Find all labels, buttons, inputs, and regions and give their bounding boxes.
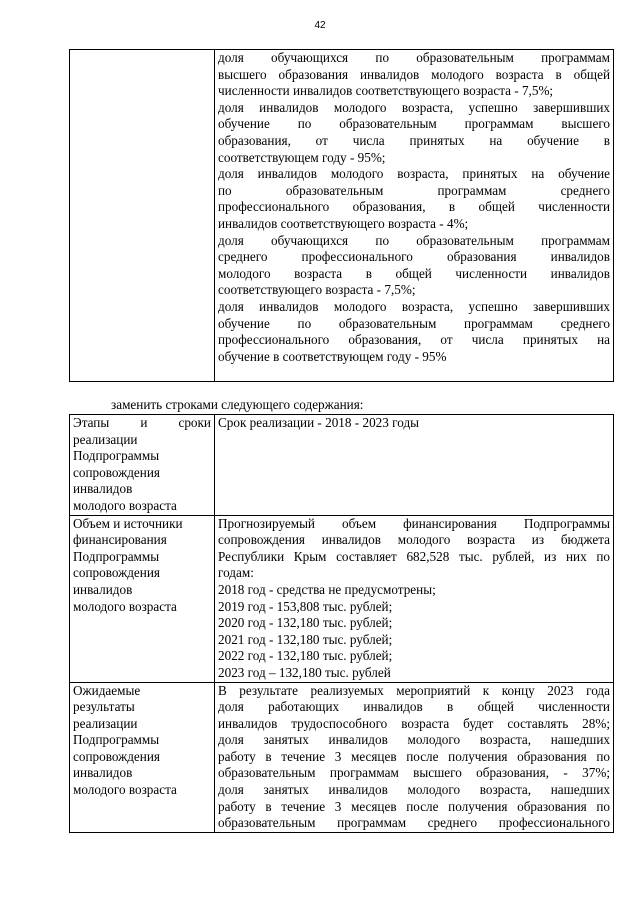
text-line: доля работающих инвалидов в общей численности: [218, 699, 610, 715]
text-line: профессионального образования, от числа принятых на: [218, 332, 610, 348]
text-line: годам:: [218, 565, 254, 581]
text-line: доля инвалидов молодого возраста, принятых на обучение: [218, 166, 610, 182]
text-line: доля обучающихся по образовательным программам: [218, 50, 610, 65]
text-line: обучение по образовательным программам среднего: [218, 315, 610, 331]
label-line: Подпрограммы: [73, 732, 160, 748]
paragraph: [218, 299, 610, 365]
label-line: Объем и источники: [73, 515, 183, 531]
text-line: работу в течение 3 месяцев после получения образования по: [218, 748, 610, 764]
paragraph: [218, 50, 610, 100]
label-line: Подпрограммы: [73, 548, 160, 564]
top-table: [69, 49, 614, 382]
table-row: [70, 682, 614, 832]
paragraph: [218, 100, 610, 166]
table-row: [70, 415, 614, 516]
text-line: В результате реализуемых мероприятий к концу 2023 года: [218, 682, 610, 698]
content-cell: [215, 415, 614, 516]
label-line: молодого возраста: [73, 598, 177, 614]
text-line: доля инвалидов молодого возраста, успешно завершивших: [218, 99, 610, 115]
label-line: сопровождения: [73, 464, 160, 480]
label-line: инвалидов: [73, 765, 133, 781]
text-line: работу в течение 3 месяцев после получения образования по: [218, 798, 610, 814]
label-line: молодого возраста: [73, 497, 177, 513]
label-cell: [70, 682, 215, 832]
label-line: молодого возраста: [73, 782, 177, 798]
page-number: 42: [314, 20, 326, 31]
label-line: сопровождения: [73, 748, 160, 764]
text-line: сопровождения инвалидов молодого возраста из бюджета: [218, 532, 610, 548]
table-row: [70, 515, 614, 682]
empty-label-cell: [70, 50, 215, 382]
text-line: 2023 год – 132,180 тыс. рублей: [218, 664, 391, 680]
text-line: 2018 год - средства не предусмотрены;: [218, 581, 436, 597]
text-line: высшего образования инвалидов молодого возраста в общей: [218, 66, 610, 82]
table-row: [70, 50, 614, 382]
text-line: обучение в соответствующем году - 95%: [218, 348, 447, 364]
text-line: доля занятых инвалидов молодого возраста, нашедших: [218, 782, 610, 798]
text-line: Срок реализации - 2018 - 2023 годы: [218, 415, 420, 430]
label-line: результаты: [73, 699, 135, 715]
label-line: Этапы и сроки: [73, 415, 211, 430]
text-line: инвалидов трудоспособного возраста будет составлять 28%;: [218, 715, 610, 731]
text-line: 2022 год - 132,180 тыс. рублей;: [218, 648, 393, 664]
content-cell: [215, 515, 614, 682]
text-line: Республики Крым составляет 682,528 тыс. рублей, из них по: [218, 548, 610, 564]
replace-instruction: заменить строками следующего содержания:: [111, 397, 364, 412]
paragraph: [218, 166, 610, 232]
label-line: инвалидов: [73, 481, 133, 497]
label-cell: [70, 415, 215, 516]
text-line: соответствующего возраста - 7,5%;: [218, 282, 416, 298]
text-line: среднего профессионального образования инвалидов: [218, 249, 610, 265]
text-line: образования, от числа принятых на обучение в: [218, 132, 610, 148]
label-line: финансирования: [73, 532, 167, 548]
text-line: по образовательным программам среднего: [218, 182, 610, 198]
text-line: молодого возраста в общей численности инвалидов: [218, 265, 610, 281]
text-line: 2020 год - 132,180 тыс. рублей;: [218, 615, 393, 631]
label-line: Ожидаемые: [73, 682, 141, 698]
label-line: инвалидов: [73, 581, 133, 597]
label-line: Подпрограммы: [73, 448, 160, 464]
text-line: образовательным программам высшего образования, - 37%;: [218, 765, 610, 781]
text-line: инвалидов соответствующего возраста - 4%;: [218, 215, 469, 231]
bottom-table: [69, 414, 614, 833]
text-line: доля инвалидов молодого возраста, успешно завершивших: [218, 298, 610, 314]
text-line: соответствующем году - 95%;: [218, 149, 386, 165]
label-cell: [70, 515, 215, 682]
text-line: доля занятых инвалидов молодого возраста, нашедших: [218, 732, 610, 748]
text-line: 2019 год - 153,808 тыс. рублей;: [218, 598, 393, 614]
text-line: обучение по образовательным программам высшего: [218, 116, 610, 132]
content-cell: [215, 50, 614, 382]
text-line: доля обучающихся по образовательным программам: [218, 232, 610, 248]
text-line: численности инвалидов соответствующего возраста - 7,5%;: [218, 83, 554, 99]
content-cell: [215, 682, 614, 832]
text-line: профессионального образования, в общей численности: [218, 199, 610, 215]
text-line: 2021 год - 132,180 тыс. рублей;: [218, 631, 393, 647]
label-line: реализации: [73, 431, 138, 447]
label-line: сопровождения: [73, 565, 160, 581]
label-line: реализации: [73, 715, 138, 731]
text-line: образовательным программам среднего профессионального: [218, 815, 610, 831]
paragraph: [218, 233, 610, 299]
text-line: Прогнозируемый объем финансирования Подпрограммы: [218, 515, 610, 531]
